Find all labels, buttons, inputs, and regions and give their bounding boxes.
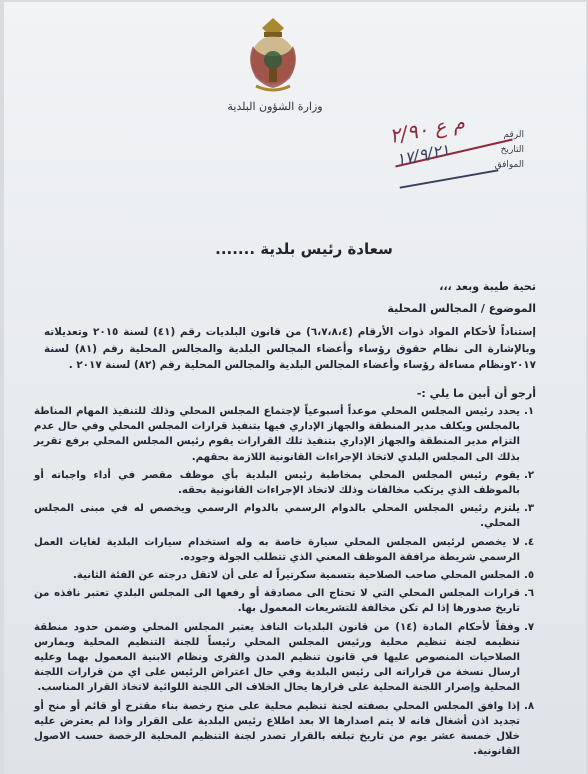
handwriting-stroke bbox=[400, 169, 499, 188]
item-number: ٧. bbox=[524, 621, 535, 633]
handwritten-reference: م ع ٢/٩٠ bbox=[387, 109, 467, 149]
item-text: قرارات المجلس المحلي التي لا تحتاج الى مصادقة أو رفعها الى المجلس البلدي تعتبر نافذه من تاريخ صدورها إذا لم تكن مخالفة للتشريعات المعمول بها. bbox=[34, 588, 520, 615]
item-text: لا يخصص لرئيس المجلس المحلي سيارة خاصة به وله استخدام سيارات البلدية لغايات العمل الرسمي شريطة مرافقة الموظف المعني الذي تتطلب الجولة وجوده. bbox=[34, 536, 520, 563]
ministry-name: وزارة الشؤون البلدية bbox=[227, 100, 323, 113]
list-item bbox=[34, 535, 546, 565]
item-number: ٢. bbox=[524, 469, 535, 481]
item-number: ٤. bbox=[524, 536, 535, 548]
item-text: إذا وافق المجلس المحلي بصفته لجنة تنظيم محلية على منح رخصة بناء مقترح أو قائم أو منح أو تجديد اذن أشغال فانه لا يتم اصدارها الا بعد اطلاع رئيس البلدية على القرار واذا لم يعترض عليه خلال خمسة عشر يوم من تاريخ تبلغه بالقرار تصدر لجنة التنظيم المحلية الرخصة حسب الاصول القانونية. bbox=[34, 700, 520, 758]
letter-page bbox=[4, 2, 586, 774]
items-list bbox=[34, 404, 546, 762]
list-item bbox=[34, 568, 546, 583]
item-text: يحدد رئيس المجلس المحلي موعداً أسبوعياً لإجتماع المجلس المحلي وذلك للتنفيذ المهام المناطة بالمجلس ويكلف مدير المنطقة والجهاز الإداري فيها بتنفيذ قرارات المجلس المحلي وفي حال عدم التزام مدير المنطقة والجهاز الإداري بتنفيذ تلك القرارات يقوم رئيس المجلس المحلي برفع تقرير بذلك الى المجلس البلدي لاتخاذ الإجراءات القانونية اللازمة بحقهم. bbox=[34, 406, 520, 463]
list-item bbox=[34, 586, 546, 616]
item-number: ٥. bbox=[524, 570, 535, 582]
item-text: وفقاً لأحكام المادة (١٤) من قانون البلديات النافذ يعتبر المجلس المحلي وضمن حدود منطقة تنظيمه لجنة تنظيم محلية ورئيس المجلس المحلي رئيساً للجنة التنظيم المحلية ويمارس الصلاحيات المنصوص عليها في قانون تنظيم المدن والقرى ونظام الابنية المعمول بهما وعليه ارسال نسخة من قراراته الى رئيس البلدية وفي حال اعتراض الرئيس على اي من قرارات اللجنة المحلية وإصرار اللجنة المحلية على قرارها يحال الخلاف الى اللجنة اللوائية لاتخاذ القرار المناسب. bbox=[34, 621, 520, 694]
list-item bbox=[34, 699, 546, 760]
item-text: يلتزم رئيس المجلس المحلي بالدوام الرسمي بالدوام الرسمي ويخصص له في مبنى المجلس المحلي. bbox=[34, 503, 520, 530]
royal-crest-icon bbox=[242, 16, 304, 96]
list-item bbox=[34, 501, 546, 531]
letter-title: سعادة رئيس بلدية ....... bbox=[215, 240, 393, 258]
intro-paragraph: إستناداً لأحكام المواد ذوات الأرقام (٦،٧،٨،٤) من قانون البلديات رقم (٤١) لسنة ٢٠١٥ وتعديلاته وبالإشارة الى نظام حقوق رؤساء وأعضاء المجالس البلدية والمجالس المحلية رقم (٨١) لسنة ٢٠١٧ونظام مساءلة رؤساء وأعضاء المجالس البلدية والمجالس المحلية رقم (٨٢) لسنة ٢٠١٧ . bbox=[44, 326, 536, 371]
subject-line: الموضوع / المجالس المحلية bbox=[387, 302, 536, 315]
item-text: يقوم رئيس المجلس المحلي بمخاطبة رئيس البلدية بأي موظف مقصر في أداء واجباته أو بالموظف الذي يرتكب مخالفات وذلك لاتخاذ الإجراءات القانونية بحقه. bbox=[34, 469, 520, 497]
item-number: ٦. bbox=[524, 588, 535, 600]
ref-number-label: الرقم bbox=[503, 130, 524, 140]
list-item bbox=[34, 468, 546, 498]
reference-block bbox=[495, 130, 524, 175]
handwritten-date: ١٧/٩/٢١ bbox=[394, 140, 452, 169]
ref-corresponding-label: الموافق bbox=[494, 160, 524, 170]
item-number: ٨. bbox=[524, 700, 535, 712]
list-item bbox=[34, 620, 546, 696]
item-number: ١. bbox=[524, 406, 535, 417]
item-number: ٣. bbox=[524, 503, 535, 515]
request-line: أرجو أن أبين ما يلي :- bbox=[416, 387, 536, 400]
list-item bbox=[34, 404, 546, 465]
greeting: تحية طيبة وبعد ،،، bbox=[439, 280, 536, 293]
item-text: المجلس المحلي صاحب الصلاحية بتسمية سكرتيراً له على أن لاتقل درجته عن الفئة الثانية. bbox=[73, 570, 520, 582]
ref-date-label: التاريخ bbox=[500, 145, 524, 155]
